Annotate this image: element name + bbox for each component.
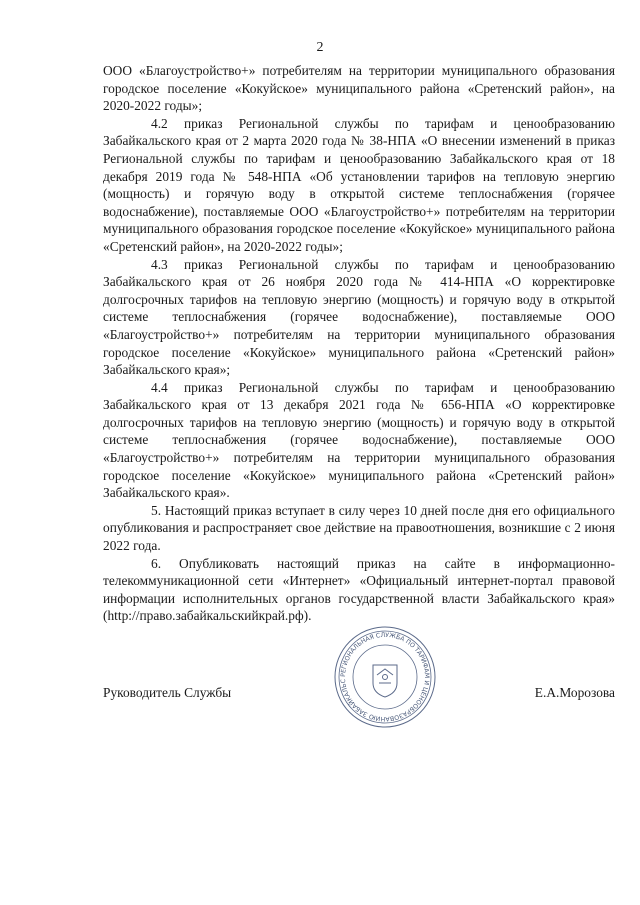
paragraph-4-2: 4.2 приказ Региональной службы по тарифам и ценообразованию Забайкальского края от 2 марта 2020 года № 38-НПА «О внесении изменений в приказ Региональной службы по тарифам и ценообразованию Забайкальского края от 18 декабря 2019 года № 548-НПА «Об установлении тарифов на тепловую энергию (мощность) и горячую воду в открытой системе теплоснабжения (горячее водоснабжение), поставляемые ООО «Благоустройство+» потребителям на территории муниципального образования городское поселение «Кокуйское» муниципального района «Сретенский район», на 2020-2022 годы»; [103, 115, 615, 254]
paragraph-4-4: 4.4 приказ Региональной службы по тарифам и ценообразованию Забайкальского края от 13 декабря 2021 года № 656-НПА «О корректировке долгосрочных тарифов на тепловую энергию (мощность) и горячую воду в открытой системе теплоснабжения (горячее водоснабжение), поставляемые ООО «Благоустройство+» потребителям на территории муниципального образования городское поселение «Кокуйское» муниципального района «Сретенский район» Забайкальского края». [103, 379, 615, 501]
paragraph-4-3: 4.3 приказ Региональной службы по тарифам и ценообразованию Забайкальского края от 26 ноября 2020 года № 414-НПА «О корректировке долгосрочных тарифов на тепловую энергию (мощность) и горячую воду в открытой системе теплоснабжения (горячее водоснабжение), поставляемые ООО «Благоустройство+» потребителям на территории муниципального образования городское поселение «Кокуйское» муниципального района «Сретенский район» Забайкальского края»; [103, 256, 615, 378]
svg-text:РЕГИОНАЛЬНАЯ СЛУЖБА ПО ТАРИФАМ [333, 625, 430, 722]
paragraph-1: ООО «Благоустройство+» потребителям на территории муниципального образования городское поселение «Кокуйское» муниципального района «Сретенский район», на 2020-2022 годы»; [103, 63, 615, 114]
paragraph-5: 5. Настоящий приказ вступает в силу через 10 дней после дня его официального опубликования и распространяет свое действие на правоотношения, возникшие с 2 июня 2022 года. [103, 502, 615, 554]
signer-name: Е.А.Морозова [534, 685, 615, 700]
page-number: 2 [316, 40, 324, 55]
coat-of-arms-icon [373, 665, 397, 697]
seal-text: РЕГИОНАЛЬНАЯ СЛУЖБА ПО ТАРИФАМ И ЦЕНООБРАЗОВАНИЮ ЗАБАЙКАЛЬС [339, 631, 431, 723]
signer-title: Руководитель Службы [103, 685, 232, 700]
official-seal [333, 625, 437, 729]
paragraph-6: 6. Опубликовать настоящий приказ на сайте в информационно-телекоммуникационной сети «Интернет» «Официальный интернет-портал правовой информации исполнительных органов государственной власти Забайкальского края» (http://право.забайкальскийкрай.рф). [103, 555, 615, 624]
document-body [103, 62, 615, 625]
